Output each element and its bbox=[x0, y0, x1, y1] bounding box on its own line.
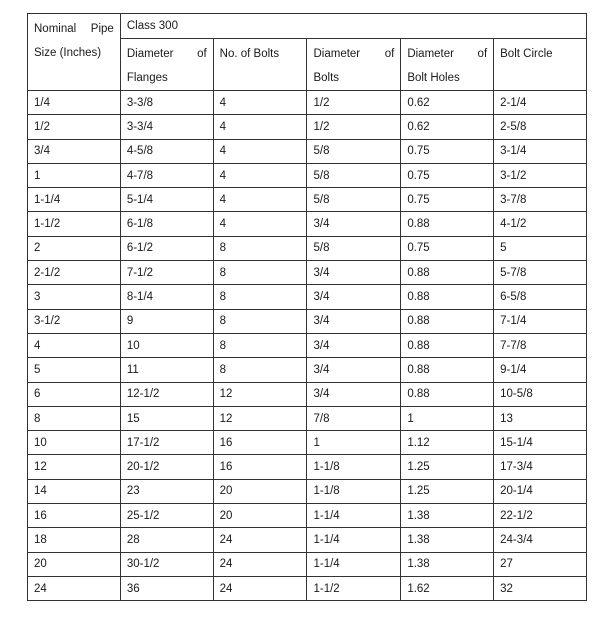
bolt-circle-cell: 17-3/4 bbox=[494, 455, 587, 479]
bolt-circle-cell: 3-7/8 bbox=[494, 188, 587, 212]
pipe-size-cell: 1 bbox=[28, 163, 121, 187]
bolt-hole-diameter-cell: 0.88 bbox=[401, 333, 494, 357]
bolt-diameter-cell: 1/2 bbox=[307, 91, 401, 115]
bolt-diameter-cell: 1-1/4 bbox=[307, 528, 401, 552]
bolt-diameter-cell: 7/8 bbox=[307, 406, 401, 430]
flange-diameter-cell: 3-3/8 bbox=[120, 91, 213, 115]
header-diameter-of-bolts: Diameter of Bolts bbox=[307, 39, 401, 91]
pipe-size-cell: 3-1/2 bbox=[28, 309, 121, 333]
flange-diameter-cell: 6-1/2 bbox=[120, 236, 213, 260]
bolt-count-cell: 8 bbox=[213, 285, 307, 309]
bolt-count-cell: 8 bbox=[213, 309, 307, 333]
bolt-count-cell: 20 bbox=[213, 479, 307, 503]
pipe-size-cell: 16 bbox=[28, 504, 121, 528]
table-row bbox=[28, 333, 587, 357]
bolt-diameter-cell: 3/4 bbox=[307, 309, 401, 333]
flange-diameter-cell: 4-5/8 bbox=[120, 139, 213, 163]
table-row bbox=[28, 504, 587, 528]
pipe-size-cell: 3/4 bbox=[28, 139, 121, 163]
bolt-hole-diameter-cell: 0.88 bbox=[401, 212, 494, 236]
table-row bbox=[28, 261, 587, 285]
table-row bbox=[28, 285, 587, 309]
header-diameter-of-flanges: Diameter of Flanges bbox=[120, 39, 213, 91]
bolt-circle-cell: 3-1/4 bbox=[494, 139, 587, 163]
bolt-diameter-cell: 1-1/8 bbox=[307, 455, 401, 479]
bolt-diameter-cell: 3/4 bbox=[307, 333, 401, 357]
table-row bbox=[28, 479, 587, 503]
pipe-size-cell: 20 bbox=[28, 552, 121, 576]
pipe-size-cell: 3 bbox=[28, 285, 121, 309]
table-row bbox=[28, 139, 587, 163]
pipe-size-cell: 1/2 bbox=[28, 115, 121, 139]
flange-diameter-cell: 11 bbox=[120, 358, 213, 382]
bolt-count-cell: 4 bbox=[213, 212, 307, 236]
flange-diameter-cell: 17-1/2 bbox=[120, 431, 213, 455]
bolt-diameter-cell: 3/4 bbox=[307, 382, 401, 406]
bolt-diameter-cell: 5/8 bbox=[307, 236, 401, 260]
bolt-circle-cell: 5 bbox=[494, 236, 587, 260]
bolt-hole-diameter-cell: 0.75 bbox=[401, 188, 494, 212]
pipe-size-cell: 2-1/2 bbox=[28, 261, 121, 285]
pipe-size-cell: 6 bbox=[28, 382, 121, 406]
bolt-count-cell: 8 bbox=[213, 261, 307, 285]
table-row bbox=[28, 236, 587, 260]
flange-diameter-cell: 28 bbox=[120, 528, 213, 552]
bolt-count-cell: 4 bbox=[213, 139, 307, 163]
pipe-size-cell: 4 bbox=[28, 333, 121, 357]
bolt-count-cell: 12 bbox=[213, 382, 307, 406]
bolt-count-cell: 8 bbox=[213, 333, 307, 357]
bolt-hole-diameter-cell: 0.62 bbox=[401, 91, 494, 115]
bolt-count-cell: 20 bbox=[213, 504, 307, 528]
bolt-circle-cell: 3-1/2 bbox=[494, 163, 587, 187]
pipe-size-cell: 2 bbox=[28, 236, 121, 260]
bolt-circle-cell: 24-3/4 bbox=[494, 528, 587, 552]
bolt-count-cell: 24 bbox=[213, 528, 307, 552]
bolt-hole-diameter-cell: 0.88 bbox=[401, 358, 494, 382]
pipe-size-cell: 24 bbox=[28, 576, 121, 600]
bolt-diameter-cell: 5/8 bbox=[307, 163, 401, 187]
bolt-diameter-cell: 5/8 bbox=[307, 188, 401, 212]
bolt-diameter-cell: 1-1/4 bbox=[307, 552, 401, 576]
bolt-count-cell: 8 bbox=[213, 236, 307, 260]
bolt-circle-cell: 10-5/8 bbox=[494, 382, 587, 406]
header-diameter-of-bolt-holes: Diameter of Bolt Holes bbox=[401, 39, 494, 91]
flange-diameter-cell: 30-1/2 bbox=[120, 552, 213, 576]
bolt-diameter-cell: 1-1/4 bbox=[307, 504, 401, 528]
flange-diameter-cell: 7-1/2 bbox=[120, 261, 213, 285]
flange-diameter-cell: 8-1/4 bbox=[120, 285, 213, 309]
bolt-circle-cell: 20-1/4 bbox=[494, 479, 587, 503]
bolt-hole-diameter-cell: 1.38 bbox=[401, 552, 494, 576]
pipe-size-cell: 12 bbox=[28, 455, 121, 479]
bolt-circle-cell: 7-1/4 bbox=[494, 309, 587, 333]
pipe-size-cell: 8 bbox=[28, 406, 121, 430]
bolt-count-cell: 16 bbox=[213, 455, 307, 479]
pipe-size-cell: 1/4 bbox=[28, 91, 121, 115]
table-row bbox=[28, 163, 587, 187]
bolt-count-cell: 4 bbox=[213, 188, 307, 212]
table-row bbox=[28, 528, 587, 552]
bolt-diameter-cell: 3/4 bbox=[307, 358, 401, 382]
bolt-hole-diameter-cell: 0.62 bbox=[401, 115, 494, 139]
bolt-diameter-cell: 5/8 bbox=[307, 139, 401, 163]
pipe-size-cell: 1-1/2 bbox=[28, 212, 121, 236]
bolt-hole-diameter-cell: 1 bbox=[401, 406, 494, 430]
table-row bbox=[28, 455, 587, 479]
bolt-circle-cell: 15-1/4 bbox=[494, 431, 587, 455]
table-row bbox=[28, 431, 587, 455]
bolt-diameter-cell: 3/4 bbox=[307, 212, 401, 236]
flange-diameter-cell: 12-1/2 bbox=[120, 382, 213, 406]
header-bolt-circle: Bolt Circle bbox=[494, 39, 587, 91]
bolt-count-cell: 4 bbox=[213, 91, 307, 115]
bolt-hole-diameter-cell: 0.75 bbox=[401, 139, 494, 163]
bolt-diameter-cell: 1 bbox=[307, 431, 401, 455]
flange-dimensions-table bbox=[27, 13, 587, 601]
bolt-hole-diameter-cell: 1.38 bbox=[401, 504, 494, 528]
bolt-count-cell: 8 bbox=[213, 358, 307, 382]
header-no-of-bolts: No. of Bolts bbox=[213, 39, 307, 91]
pipe-size-cell: 1-1/4 bbox=[28, 188, 121, 212]
table-body bbox=[28, 14, 587, 601]
bolt-circle-cell: 22-1/2 bbox=[494, 504, 587, 528]
bolt-circle-cell: 9-1/4 bbox=[494, 358, 587, 382]
bolt-circle-cell: 13 bbox=[494, 406, 587, 430]
bolt-count-cell: 16 bbox=[213, 431, 307, 455]
bolt-diameter-cell: 1-1/8 bbox=[307, 479, 401, 503]
bolt-count-cell: 12 bbox=[213, 406, 307, 430]
bolt-circle-cell: 2-5/8 bbox=[494, 115, 587, 139]
bolt-hole-diameter-cell: 1.25 bbox=[401, 455, 494, 479]
bolt-count-cell: 4 bbox=[213, 163, 307, 187]
pipe-size-cell: 18 bbox=[28, 528, 121, 552]
bolt-count-cell: 24 bbox=[213, 552, 307, 576]
table-row bbox=[28, 552, 587, 576]
flange-diameter-cell: 15 bbox=[120, 406, 213, 430]
bolt-hole-diameter-cell: 1.62 bbox=[401, 576, 494, 600]
bolt-circle-cell: 4-1/2 bbox=[494, 212, 587, 236]
table-row bbox=[28, 212, 587, 236]
table-row bbox=[28, 358, 587, 382]
bolt-diameter-cell: 1/2 bbox=[307, 115, 401, 139]
bolt-circle-cell: 2-1/4 bbox=[494, 91, 587, 115]
table-row bbox=[28, 188, 587, 212]
bolt-count-cell: 4 bbox=[213, 115, 307, 139]
bolt-diameter-cell: 3/4 bbox=[307, 261, 401, 285]
bolt-hole-diameter-cell: 0.75 bbox=[401, 163, 494, 187]
bolt-hole-diameter-cell: 1.25 bbox=[401, 479, 494, 503]
header-row-class bbox=[28, 14, 587, 39]
bolt-hole-diameter-cell: 1.12 bbox=[401, 431, 494, 455]
bolt-hole-diameter-cell: 0.88 bbox=[401, 261, 494, 285]
table-row bbox=[28, 406, 587, 430]
pipe-size-cell: 5 bbox=[28, 358, 121, 382]
bolt-diameter-cell: 3/4 bbox=[307, 285, 401, 309]
bolt-circle-cell: 27 bbox=[494, 552, 587, 576]
flange-diameter-cell: 25-1/2 bbox=[120, 504, 213, 528]
pipe-size-cell: 14 bbox=[28, 479, 121, 503]
header-pipe-size: Nominal Pipe Size (Inches) bbox=[28, 14, 121, 91]
bolt-hole-diameter-cell: 0.75 bbox=[401, 236, 494, 260]
bolt-count-cell: 24 bbox=[213, 576, 307, 600]
bolt-hole-diameter-cell: 0.88 bbox=[401, 285, 494, 309]
flange-diameter-cell: 20-1/2 bbox=[120, 455, 213, 479]
flange-diameter-cell: 23 bbox=[120, 479, 213, 503]
table-row bbox=[28, 382, 587, 406]
bolt-diameter-cell: 1-1/2 bbox=[307, 576, 401, 600]
flange-diameter-cell: 4-7/8 bbox=[120, 163, 213, 187]
table-row bbox=[28, 91, 587, 115]
flange-diameter-cell: 9 bbox=[120, 309, 213, 333]
bolt-hole-diameter-cell: 0.88 bbox=[401, 382, 494, 406]
bolt-circle-cell: 6-5/8 bbox=[494, 285, 587, 309]
table-row bbox=[28, 115, 587, 139]
table-row bbox=[28, 309, 587, 333]
flange-diameter-cell: 36 bbox=[120, 576, 213, 600]
bolt-hole-diameter-cell: 0.88 bbox=[401, 309, 494, 333]
bolt-circle-cell: 7-7/8 bbox=[494, 333, 587, 357]
flange-diameter-cell: 5-1/4 bbox=[120, 188, 213, 212]
table-row bbox=[28, 576, 587, 600]
bolt-circle-cell: 32 bbox=[494, 576, 587, 600]
header-class: Class 300 bbox=[120, 14, 586, 39]
flange-diameter-cell: 3-3/4 bbox=[120, 115, 213, 139]
flange-diameter-cell: 10 bbox=[120, 333, 213, 357]
bolt-hole-diameter-cell: 1.38 bbox=[401, 528, 494, 552]
flange-diameter-cell: 6-1/8 bbox=[120, 212, 213, 236]
pipe-size-cell: 10 bbox=[28, 431, 121, 455]
bolt-circle-cell: 5-7/8 bbox=[494, 261, 587, 285]
